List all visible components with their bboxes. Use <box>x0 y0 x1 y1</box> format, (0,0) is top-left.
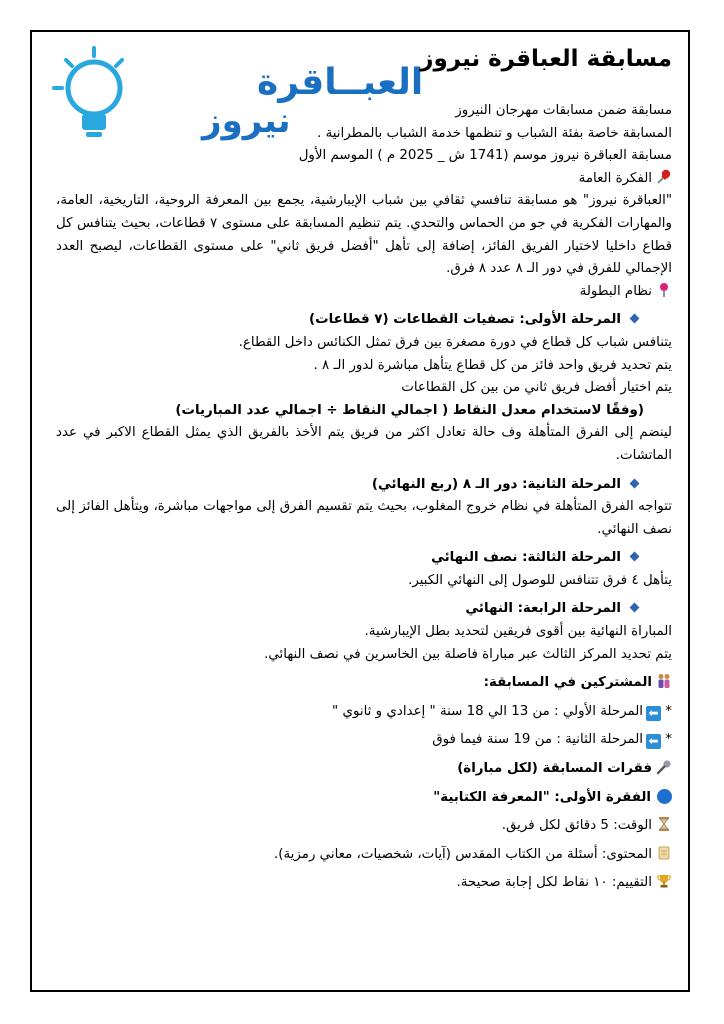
segment1-content: المحتوى: أسئلة من الكتاب المقدس (آيات، شخصيات، معاني رمزية). <box>274 846 652 862</box>
segment1-scoring-row <box>56 872 672 895</box>
stage3-heading: المرحلة الثالثة: نصف النهائي <box>431 550 621 566</box>
general-idea-heading: الفكرة العامة <box>578 170 652 186</box>
stage4-heading: المرحلة الرابعة: النهائي <box>465 601 621 617</box>
stage1-note: لينضم إلى الفرق المتأهلة وف حالة تعادل اكثر من فريق يتم الأخذ بالفريق الذي يمثل القطاع الاكبر في عدد الماتشات. <box>56 425 672 463</box>
stage2-heading: المرحلة الثانية: دور الـ ٨ (ربع النهائي) <box>371 476 621 492</box>
diamond-bullet-icon <box>630 603 640 613</box>
hourglass-icon <box>656 816 672 832</box>
segments-heading: فقرات المسابقة (لكل مباراة) <box>457 761 652 777</box>
people-icon <box>656 673 672 689</box>
stage4-heading-row <box>56 598 672 621</box>
microphone-icon <box>656 759 672 775</box>
stage4-line: المباراة النهائية بين أقوى فريقين لتحديد بطل الإيبارشية. <box>364 624 672 640</box>
segment1-heading-row <box>56 787 672 810</box>
stage1-subheading: (وفقًا لاستخدام معدل النقاط ( اجمالي النقاط ÷ اجمالي عدد المباريات) <box>175 402 644 418</box>
stage1-line: يتم اختيار أفضل فريق ثاني من بين كل القطاعات <box>401 380 672 396</box>
participants-item-text: المرحلة الثانية : من 19 سنة فيما فوق <box>432 732 644 748</box>
segment1-scoring: التقييم: ١٠ نقاط لكل إجابة صحيحة. <box>456 875 652 891</box>
segments-heading-row <box>56 758 672 781</box>
pushpin-icon <box>656 169 672 185</box>
stage1-heading: المرحلة الأولى: تصفيات القطاعات (٧ قطاعات) <box>309 312 621 328</box>
participants-item <box>56 701 672 724</box>
general-idea-heading-row <box>56 168 672 191</box>
intro-line: مسابقة ضمن مسابقات مهرجان النيروز <box>455 103 672 118</box>
trophy-icon <box>656 873 672 889</box>
blue-circle-icon <box>657 789 672 804</box>
intro <box>56 100 672 168</box>
system-heading-row <box>56 281 672 304</box>
intro-line: المسابقة خاصة بفئة الشباب و تنظمها خدمة الشباب بالمطرانية . <box>317 125 672 141</box>
participants-heading: المشتركين في المسابقة: <box>483 675 652 691</box>
logo-line2: نيروز <box>202 101 291 141</box>
stage1-line: يتم تحديد فريق واحد فائز من كل قطاع يتأهل مباشرة لدور الـ ٨ . <box>313 357 672 373</box>
stage3-text: يتأهل ٤ فرق تتنافس للوصول إلى النهائي الكبير. <box>408 572 672 588</box>
round-pushpin-icon <box>656 282 672 298</box>
stage4-line: يتم تحديد المركز الثالث عبر مباراة فاصلة بين الخاسرين في نصف النهائي. <box>264 646 672 662</box>
asterisk-bullet: * <box>665 732 672 748</box>
segment1-content-row <box>56 844 672 867</box>
stage1-line: يتنافس شباب كل قطاع في دورة مصغرة بين فرق تمثل الكنائس داخل القطاع. <box>238 334 672 350</box>
diamond-bullet-icon <box>630 552 640 562</box>
logo-line1: العبــاقرة <box>257 62 424 103</box>
segment1-time-row <box>56 815 672 838</box>
stage2-text: تتواجه الفرق المتأهلة في نظام خروج المغلوب، بحيث يتم تقسيم الفرق إلى مواجهات مباشرة، ويتأهل الفائز إلى نصف النهائي. <box>56 499 672 537</box>
asterisk-bullet: * <box>665 703 672 719</box>
page-title: مسابقة العباقرة نيروز <box>420 46 672 72</box>
participants-heading-row <box>56 672 672 695</box>
participants-item <box>56 729 672 752</box>
intro-line: مسابقة العباقرة نيروز موسم (1741 ش _ 2025 م ) الموسم الأول <box>298 148 672 164</box>
segment1-time: الوقت: 5 دقائق لكل فريق. <box>501 818 652 834</box>
left-arrow-icon: ⬅ <box>646 734 661 749</box>
left-arrow-icon: ⬅ <box>646 706 661 721</box>
scroll-icon <box>656 845 672 861</box>
general-idea-text: "العباقرة نيروز" هو مسابقة تنافسي ثقافي بين شباب الإيبارشية، يجمع بين المعرفة الروحية، التاريخية، العامة، والمهارات الفكرية في جو من الحماس والتحدي. يتم تنظيم المسابقة على مستوى ٧ قطاعات، بحيث يتنافس كل قطاع داخليا لاختيار الفريق الفائز، إضافة إلى تأهل "أفضل فريق ثاني" على مستوى القطاعات، ليصبح العدد الإجمالي للفرق في دور الـ ٨ عدد ٨ فرق. <box>56 193 672 277</box>
stage3-heading-row <box>56 547 672 570</box>
diamond-bullet-icon <box>630 314 640 324</box>
stage1-heading-row <box>56 309 672 332</box>
document-body <box>56 100 672 895</box>
diamond-bullet-icon <box>630 478 640 488</box>
stage2-heading-row <box>56 474 672 497</box>
segment1-heading: الفقرة الأولى: "المعرفة الكتابية" <box>433 789 651 805</box>
participants-item-text: المرحلة الأولي : من 13 الي 18 سنة " إعدادي و ثانوي " <box>332 703 644 719</box>
system-heading: نظام البطولة <box>579 283 652 299</box>
